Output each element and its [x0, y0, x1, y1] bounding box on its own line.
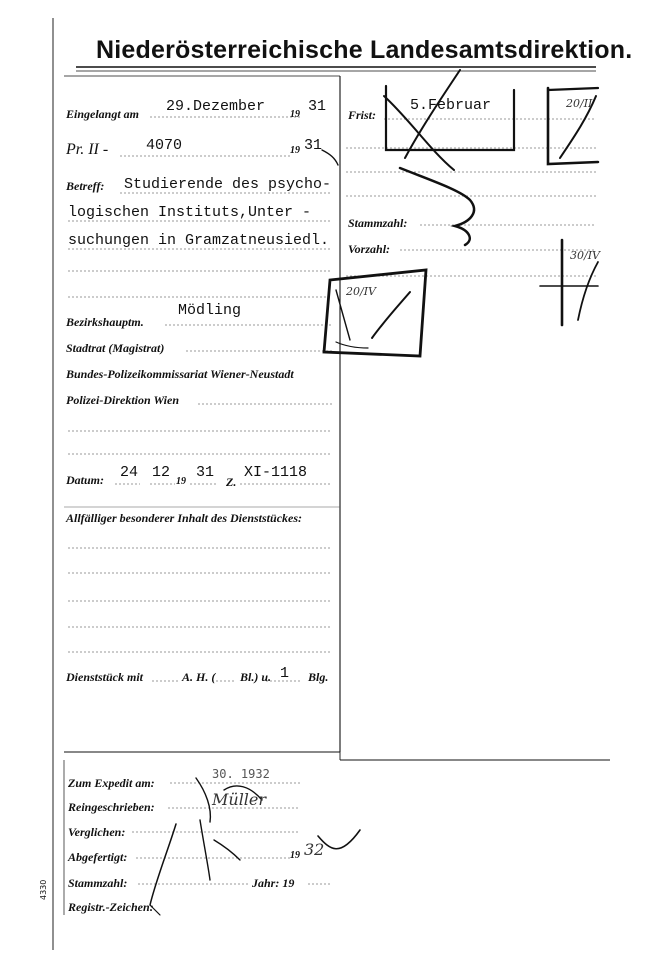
abgefertigt-year-prefix: 19 [290, 850, 300, 861]
betreff-line-3: suchungen in Gramzatneusiedl. [68, 232, 330, 249]
hw-annotation-30-iv: 30/IV [570, 249, 600, 262]
datum-label: Datum: [66, 473, 105, 487]
pr-year-prefix: 19 [290, 145, 300, 156]
margin-archive-number: 4330 [39, 879, 48, 900]
blg-label: Blg. [308, 670, 329, 684]
polizei-direktion-label: Polizei-Direktion Wien [66, 393, 180, 407]
expedit-stamp: 30. 1932 [212, 767, 270, 781]
stammzahl-label: Stammzahl: [348, 216, 408, 230]
abgefertigt-year: 32 [304, 840, 325, 859]
eingelangt-year: 31 [308, 98, 327, 115]
frist-label: Frist: [348, 108, 377, 122]
polizei-kommissariat-label: Bundes-Polizeikommissariat Wiener-Neustadt [66, 367, 294, 381]
verglichen-label: Verglichen: [68, 825, 126, 839]
expedit-label: Zum Expedit am: [68, 776, 155, 790]
ah-label: A. H. ( [182, 670, 216, 684]
pr-label: Pr. II - [66, 141, 109, 158]
stammzahl-bottom-label: Stammzahl: [68, 876, 128, 890]
pr-year: 31 [304, 137, 323, 154]
inhalt-label: Allfälliger besonderer Inhalt des Dienststückes: [66, 511, 303, 525]
abgefertigt-label: Abgefertigt: [68, 850, 128, 864]
datum-month: 12 [152, 464, 171, 481]
pr-number: 4070 [146, 137, 183, 154]
z-value: XI-1118 [244, 464, 308, 481]
beilagen-count: 1 [280, 665, 290, 682]
betreff-line-1: Studierende des psycho- [124, 176, 332, 193]
bl-label: Bl.) u. [240, 670, 272, 684]
stadtrat-label: Stadtrat (Magistrat) [66, 341, 165, 355]
jahr-label: Jahr: 19 [252, 876, 295, 890]
hw-signature: Müller [212, 790, 267, 809]
z-label: Z. [226, 475, 237, 489]
datum-year-prefix: 19 [176, 476, 186, 487]
eingelangt-label: Eingelangt am [66, 107, 140, 121]
bezirk-label: Bezirkshauptm. [66, 315, 144, 329]
frist-value: 5.Februar [410, 97, 492, 114]
handwritten-marks [150, 70, 598, 915]
datum-day: 24 [120, 464, 139, 481]
registr-label: Registr.-Zeichen: [68, 900, 154, 914]
betreff-label: Betreff: [66, 179, 105, 193]
vorzahl-label: Vorzahl: [348, 242, 391, 256]
hw-annotation-20-ii: 20/II [566, 97, 593, 110]
betreff-line-2: logischen Instituts,Unter - [68, 204, 312, 221]
reingeschrieben-label: Reingeschrieben: [68, 800, 155, 814]
bezirk-value: Mödling [178, 302, 242, 319]
dienststueck-label: Dienststück mit [66, 670, 144, 684]
hw-annotation-20-iv: 20/IV [346, 285, 376, 298]
form-heading: Niederösterreichische Landesamtsdirektion. [96, 36, 633, 64]
datum-year: 31 [196, 464, 215, 481]
eingelangt-year-prefix: 19 [290, 109, 300, 120]
eingelangt-date: 29.Dezember [166, 98, 266, 115]
